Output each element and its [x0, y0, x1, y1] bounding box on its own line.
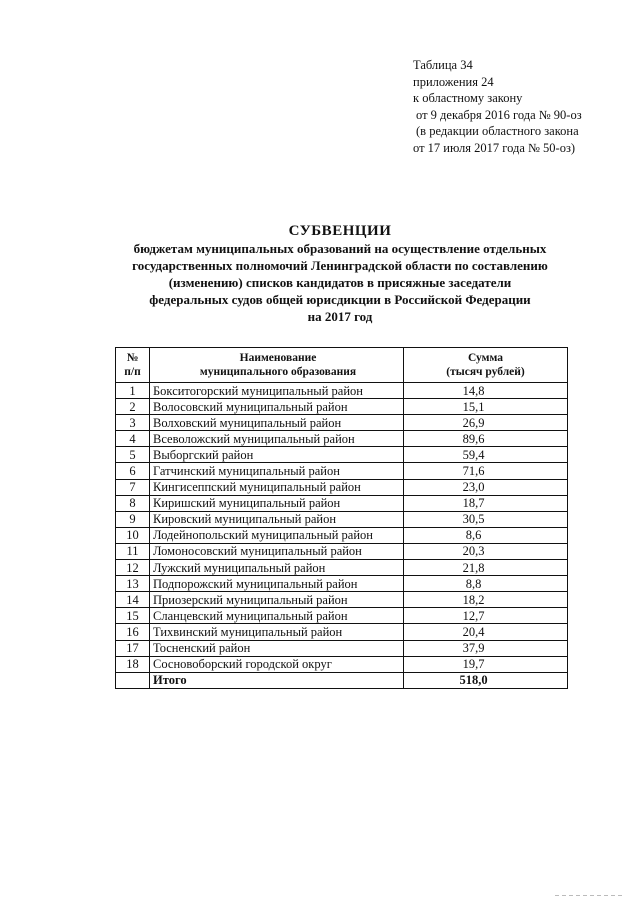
table-row — [116, 383, 568, 399]
header-note-line: приложения 24 — [413, 74, 494, 89]
row-name: Кировский муниципальный район — [150, 511, 404, 527]
row-num: 12 — [116, 560, 150, 576]
row-num: 16 — [116, 624, 150, 640]
header-note-line: (в редакции областного закона — [416, 124, 579, 138]
table-row — [116, 527, 568, 543]
row-num: 1 — [116, 383, 150, 399]
table-body — [116, 383, 568, 689]
header-note-line: к областному закону — [413, 91, 523, 105]
row-name: Лодейнопольский муниципальный район — [150, 527, 404, 543]
header-sum — [404, 348, 568, 383]
row-num: 5 — [116, 447, 150, 463]
scan-artifact — [555, 895, 625, 896]
row-sum: 59,4 — [404, 447, 568, 463]
table-row — [116, 511, 568, 527]
table-row — [116, 447, 568, 463]
title-line: федеральных судов общей юрисдикции в Российской Федерации — [149, 292, 531, 307]
row-name: Волховский муниципальный район — [150, 415, 404, 431]
row-sum: 12,7 — [404, 608, 568, 624]
header-num-line1: № — [126, 352, 139, 364]
row-num: 13 — [116, 576, 150, 592]
header-note — [413, 57, 623, 156]
title-line: государственных полномочий Ленинградской области по составлению — [132, 258, 548, 273]
row-name: Киришский муниципальный район — [150, 495, 404, 511]
table-row — [116, 624, 568, 640]
row-num: 4 — [116, 431, 150, 447]
row-num: 18 — [116, 656, 150, 672]
table-row — [116, 608, 568, 624]
row-name: Бокситогорский муниципальный район — [150, 383, 404, 399]
row-num: 14 — [116, 592, 150, 608]
table-row — [116, 656, 568, 672]
row-name: Подпорожский муниципальный район — [150, 576, 404, 592]
row-num: 15 — [116, 608, 150, 624]
total-num — [116, 672, 150, 688]
row-num: 3 — [116, 415, 150, 431]
total-row — [116, 672, 568, 688]
row-name: Кингисеппский муниципальный район — [150, 479, 404, 495]
table-row — [116, 399, 568, 415]
row-num: 2 — [116, 399, 150, 415]
row-num: 10 — [116, 527, 150, 543]
row-num: 8 — [116, 495, 150, 511]
row-sum: 8,8 — [404, 576, 568, 592]
row-name: Выборгский район — [150, 447, 404, 463]
header-note-line: от 17 июля 2017 года № 50-оз) — [413, 140, 576, 155]
row-sum: 15,1 — [404, 399, 568, 415]
row-num: 17 — [116, 640, 150, 656]
header-sum-line2: (тысяч рублей) — [446, 366, 525, 378]
row-name: Сланцевский муниципальный район — [150, 608, 404, 624]
header-num — [116, 348, 150, 383]
header-name-line1: Наименование — [239, 352, 317, 364]
row-sum: 89,6 — [404, 431, 568, 447]
title-line: на 2017 год — [307, 309, 373, 324]
table-row — [116, 560, 568, 576]
table-row — [116, 431, 568, 447]
row-sum: 14,8 — [404, 383, 568, 399]
row-name: Волосовский муниципальный район — [150, 399, 404, 415]
row-name: Тихвинский муниципальный район — [150, 624, 404, 640]
header-note-line: Таблица 34 — [413, 58, 473, 72]
header-name — [150, 348, 404, 383]
table-row — [116, 415, 568, 431]
header-name-line2: муниципального образования — [199, 366, 357, 378]
header-note-line: от 9 декабря 2016 года № 90-оз — [416, 107, 582, 122]
row-name: Гатчинский муниципальный район — [150, 463, 404, 479]
document-title — [90, 222, 590, 325]
total-label: Итого — [150, 672, 404, 688]
row-sum: 30,5 — [404, 511, 568, 527]
table-row — [116, 640, 568, 656]
row-num: 6 — [116, 463, 150, 479]
row-sum: 18,7 — [404, 495, 568, 511]
row-name: Всеволожский муниципальный район — [150, 431, 404, 447]
row-name: Тосненский район — [150, 640, 404, 656]
header-sum-line1: Сумма — [468, 352, 503, 364]
row-sum: 18,2 — [404, 592, 568, 608]
table-row — [116, 543, 568, 559]
row-num: 9 — [116, 511, 150, 527]
row-name: Лужский муниципальный район — [150, 560, 404, 576]
row-sum: 37,9 — [404, 640, 568, 656]
row-sum: 20,4 — [404, 624, 568, 640]
row-num: 11 — [116, 543, 150, 559]
row-name: Ломоносовский муниципальный район — [150, 543, 404, 559]
total-sum: 518,0 — [404, 672, 568, 688]
table-row — [116, 576, 568, 592]
row-sum: 8,6 — [404, 527, 568, 543]
row-name: Сосновоборский городской округ — [150, 656, 404, 672]
row-name: Приозерский муниципальный район — [150, 592, 404, 608]
title-line: бюджетам муниципальных образований на осуществление отдельных — [133, 241, 547, 256]
row-num: 7 — [116, 479, 150, 495]
row-sum: 21,8 — [404, 560, 568, 576]
table-header-row — [116, 348, 568, 383]
table-row — [116, 495, 568, 511]
row-sum: 26,9 — [404, 415, 568, 431]
subventions-table — [115, 347, 568, 689]
table-row — [116, 463, 568, 479]
row-sum: 20,3 — [404, 543, 568, 559]
row-sum: 71,6 — [404, 463, 568, 479]
table-row — [116, 592, 568, 608]
header-num-line2: п/п — [124, 366, 141, 378]
table-row — [116, 479, 568, 495]
title-main: СУБВЕНЦИИ — [288, 223, 392, 239]
row-sum: 19,7 — [404, 656, 568, 672]
row-sum: 23,0 — [404, 479, 568, 495]
title-line: (изменению) списков кандидатов в присяжные заседатели — [168, 275, 512, 290]
